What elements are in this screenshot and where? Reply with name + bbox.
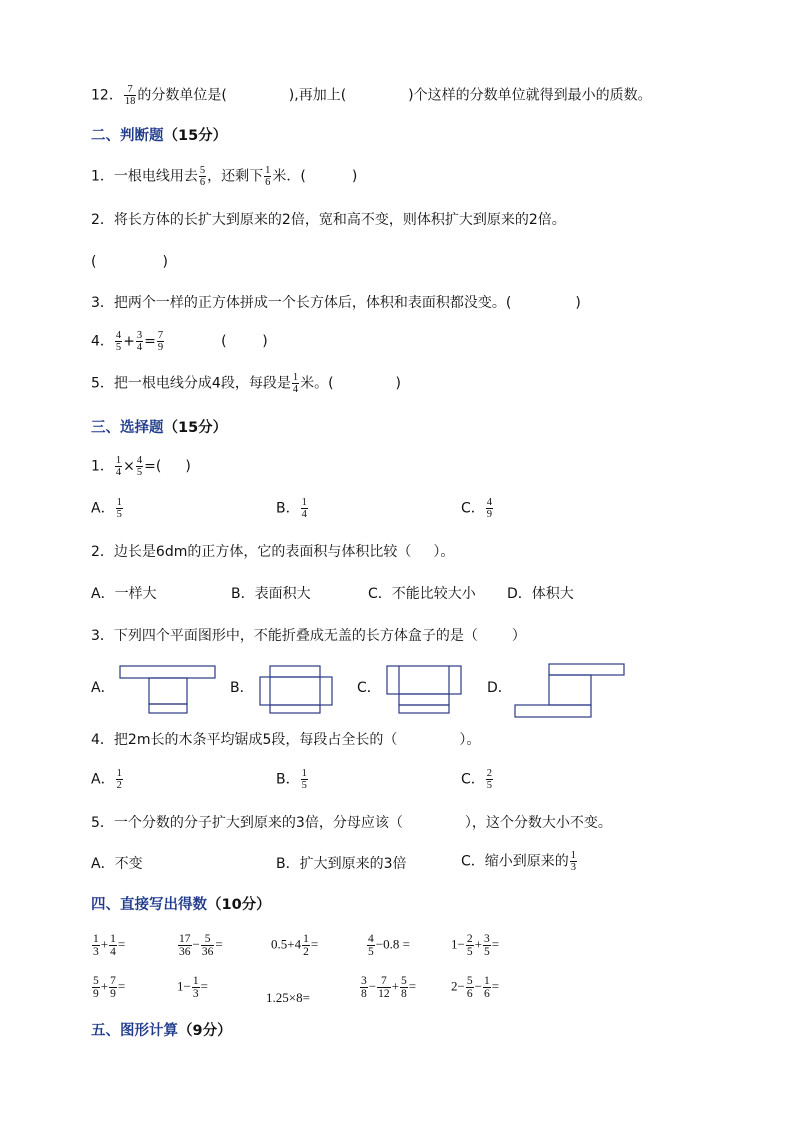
fraction: $\frac{2}{5}$ <box>486 768 493 792</box>
calc-expression: 1− $\frac{1}{3}$ = <box>177 975 208 1001</box>
option-c[interactable]: C． <box>357 680 381 696</box>
option-d[interactable]: D． <box>487 680 512 696</box>
fraction: $\frac{1}{2}$ <box>116 768 122 792</box>
judgement-question-3: 3．把两个一样的正方体拼成一个长方体后，体积和表面积都没变。( ) <box>91 295 581 311</box>
judgement-question-5: 5．把一根电线分成4段，每段是 $\frac{1}{4}$ 米。( ) <box>91 372 402 396</box>
fraction: $\frac{1}{6}$ <box>265 165 271 189</box>
fraction: $\frac{7}{9}$ <box>157 330 164 354</box>
option-b[interactable]: B．表面积大 <box>231 586 311 602</box>
calc-expression: $\frac{1}{3}$ + $\frac{1}{4}$ = <box>93 933 126 959</box>
calc-expression: 1− $\frac{2}{5}$ + $\frac{3}{5}$ = <box>451 933 500 959</box>
answer-blank[interactable]: ( ) <box>91 254 168 270</box>
option-b[interactable]: B．扩大到原来的3倍 <box>276 856 407 872</box>
fraction: $\frac{4}{5}$ <box>136 455 143 479</box>
calc-expression: $\frac{17}{36}$ − $\frac{5}{36}$ = <box>179 933 223 959</box>
fraction: $\frac{3}{4}$ <box>136 330 143 354</box>
option-c[interactable]: C．不能比较大小 <box>368 586 476 602</box>
option-a[interactable]: A． <box>91 680 115 696</box>
option-c[interactable]: C． $\frac{2}{5}$ <box>461 768 493 792</box>
section-heading-geometry: 五、图形计算（9分） <box>91 1023 232 1039</box>
choice-question-5: 5．一个分数的分子扩大到原来的3倍，分母应该（ ），这个分数大小不变。 <box>91 815 612 831</box>
calc-expression: 1.25×8= <box>266 990 310 1005</box>
option-b[interactable]: B． <box>230 680 254 696</box>
judgement-question-1: 1．一根电线用去 $\frac{5}{6}$ ，还剩下 $\frac{1}{6}$ 米．( ) <box>91 165 358 189</box>
calc-expression: $\frac{4}{5}$ −0.8 = <box>368 933 410 959</box>
option-d[interactable]: D．体积大 <box>507 586 574 602</box>
fraction: $\frac{1}{5}$ <box>301 768 307 792</box>
fraction: $\frac{1}{3}$ <box>570 850 577 874</box>
calc-expression: 0.5+4 $\frac{1}{2}$ = <box>271 933 319 959</box>
option-a[interactable]: A． $\frac{1}{2}$ <box>91 768 122 792</box>
section-heading-judgement: 二、判断题（15分） <box>91 128 228 144</box>
option-a[interactable]: A． $\frac{1}{5}$ <box>91 497 122 521</box>
answer-blank[interactable]: ( ) <box>221 333 268 350</box>
fraction: $\frac{1}{5}$ <box>116 497 122 521</box>
fraction: $\frac{7}{18}$ <box>124 84 136 108</box>
fraction: $\frac{4}{9}$ <box>486 497 493 521</box>
choice-question-3: 3．下列四个平面图形中，不能折叠成无盖的长方体盒子的是（ ） <box>91 628 526 644</box>
question-12: 12． $\frac{7}{18}$ 的分数单位是( ),再加上( )个这样的分数单位就得到最小的质数。 <box>91 84 652 108</box>
option-a[interactable]: A．一样大 <box>91 586 157 602</box>
fraction: $\frac{4}{5}$ <box>115 330 122 354</box>
calc-expression: $\frac{5}{9}$ + $\frac{7}{9}$ = <box>93 975 126 1001</box>
section-heading-choice: 三、选择题（15分） <box>91 420 228 436</box>
fraction: $\frac{1}{4}$ <box>115 455 122 479</box>
calc-expression: $\frac{3}{8}$ − $\frac{7}{12}$ + $\frac{5}{8}$ = <box>361 975 417 1001</box>
section-heading-mental-math: 四、直接写出得数（10分） <box>91 897 271 913</box>
fraction: $\frac{5}{6}$ <box>199 165 206 189</box>
option-b[interactable]: B． $\frac{1}{5}$ <box>276 768 307 792</box>
choice-question-2: 2．边长是6dm的正方体，它的表面积与体积比较（ ）。 <box>91 544 455 560</box>
option-b[interactable]: B． $\frac{1}{4}$ <box>276 497 307 521</box>
option-c[interactable]: C． $\frac{4}{9}$ <box>461 497 493 521</box>
fraction: $\frac{1}{4}$ <box>292 372 299 396</box>
judgement-question-2: 2．将长方体的长扩大到原来的2倍，宽和高不变，则体积扩大到原来的2倍。 <box>91 212 566 228</box>
choice-question-1: 1． $\frac{1}{4}$ × $\frac{4}{5}$ =( ) <box>91 455 191 479</box>
option-a[interactable]: A．不变 <box>91 856 143 872</box>
calc-expression: 2− $\frac{5}{6}$ − $\frac{1}{6}$ = <box>451 975 500 1001</box>
judgement-question-4: 4． $\frac{4}{5}$ + $\frac{3}{4}$ = $\frac{7}{9}$ ( ) <box>91 330 268 354</box>
fraction: $\frac{1}{4}$ <box>301 497 307 521</box>
choice-question-4: 4．把2m长的木条平均锯成5段，每段占全长的（ ）。 <box>91 732 481 748</box>
option-c[interactable]: C．缩小到原来的 $\frac{1}{3}$ <box>461 850 577 874</box>
